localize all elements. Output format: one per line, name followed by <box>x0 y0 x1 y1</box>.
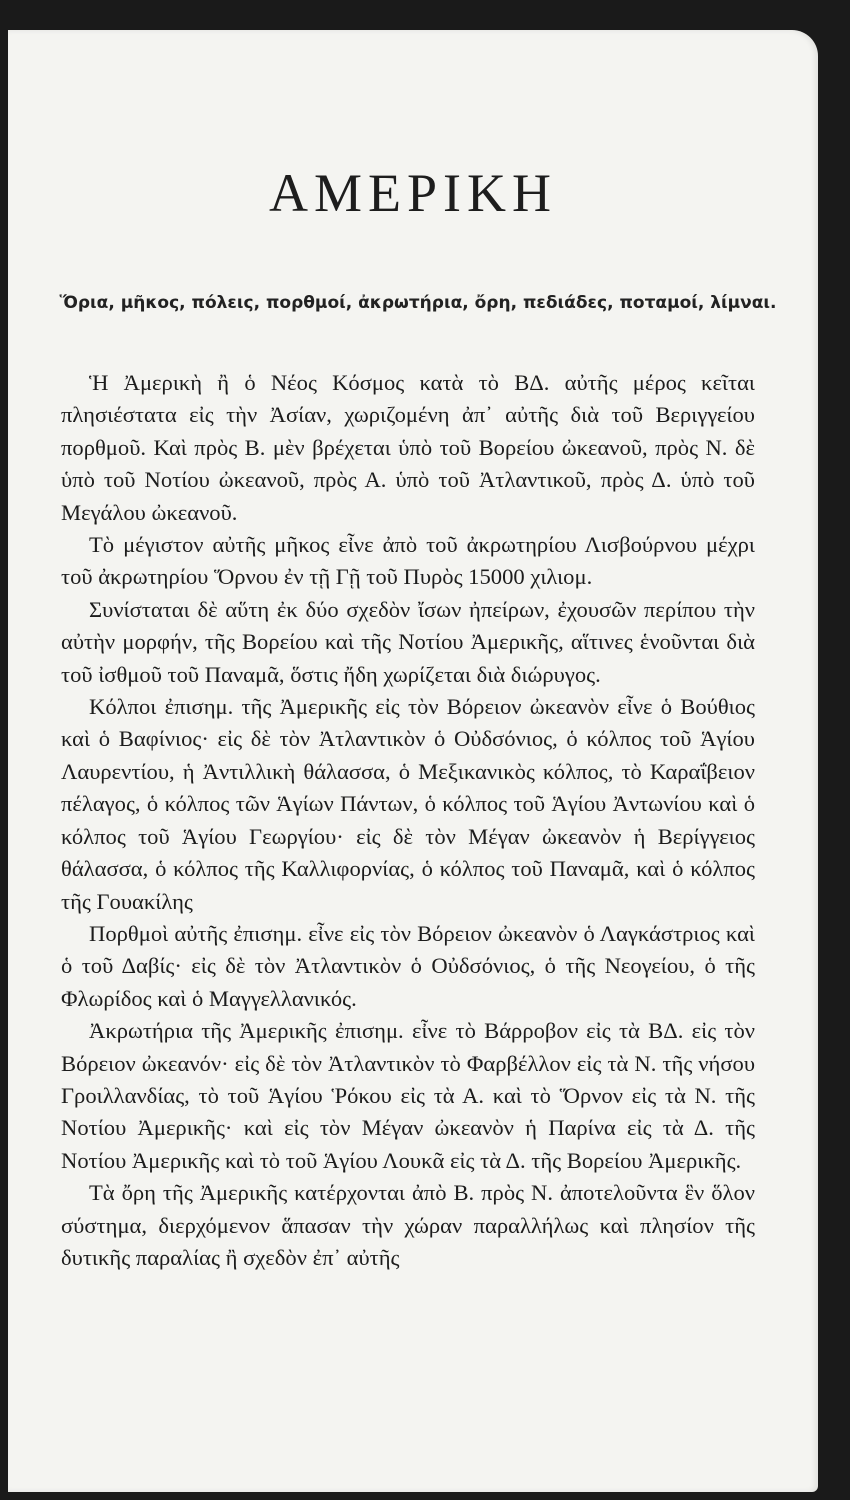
paragraph-mountains: Τὰ ὄρη τῆς Ἀμερικῆς κατέρχονται ἀπὸ Β. πρὸς Ν. ἀποτελοῦντα ἓν ὅλον σύστημα, διερχόμενον ἅπασαν τὴν χώραν παραλλήλως καὶ πλησίον τῆς δυτικῆς παραλίας ἢ σχεδὸν ἐπ᾽ αὐτῆς <box>61 1180 755 1270</box>
paragraph-borders: Ἡ Ἀμερικὴ ἢ ὁ Νέος Κόσμος κατὰ τὸ ΒΔ. αὐτῆς μέρος κεῖται πλησιέστατα εἰς τὴν Ἀσίαν, χωριζομένη ἀπ᾽ αὐτῆς διὰ τοῦ Βεριγγείου πορθμοῦ. Καὶ πρὸς Β. μὲν βρέχεται ὑπὸ τοῦ Βορείου ὠκεανοῦ, πρὸς Ν. δὲ ὑπὸ τοῦ Νοτίου ὠκεανοῦ, πρὸς Α. ὑπὸ τοῦ Ἀτλαντικοῦ, πρὸς Δ. ὑπὸ τοῦ Μεγάλου ὠκεανοῦ. <box>61 370 755 525</box>
paragraph-gulfs: Κόλποι ἐπισημ. τῆς Ἀμερικῆς εἰς τὸν Βόρειον ὠκεανὸν εἶνε ὁ Βούθιος καὶ ὁ Βαφίνιος· εἰς δὲ τὸν Ἀτλαντικὸν ὁ Οὐδσόνιος, ὁ κόλπος τοῦ Ἁγίου Λαυρεντίου, ἡ Ἀντιλλικὴ θάλασσα, ὁ Μεξικανικὸς κόλπος, τὸ Καραΐβειον πέλαγος, ὁ κόλπος τῶν Ἁγίων Πάντων, ὁ κόλπος τοῦ Ἁγίου Ἀντωνίου καὶ ὁ κόλπος τοῦ Ἁγίου Γεωργίου· εἰς δὲ τὸν Μέγαν ὠκεανὸν ἡ Βερίγγειος θάλασσα, ὁ κόλπος τῆς Καλλιφορνίας, ὁ κόλπος τοῦ Παναμᾶ, καὶ ὁ κόλπος τῆς Γουακίλης <box>61 694 755 914</box>
body-text <box>61 367 755 1274</box>
paragraph-straits: Πορθμοὶ αὐτῆς ἐπισημ. εἶνε εἰς τὸν Βόρειον ὠκεανὸν ὁ Λαγκάστριος καὶ ὁ τοῦ Δαβίς· εἰς δὲ τὸν Ἀτλαντικὸν ὁ Οὐδσόνιος, ὁ τῆς Νεογείου, ὁ τῆς Φλωρίδος καὶ ὁ Μαγγελλανικός. <box>61 920 755 1011</box>
paragraph-continents: Συνίσταται δὲ αὕτη ἐκ δύο σχεδὸν ἴσων ἠπείρων, ἐχουσῶν περίπου τὴν αὐτὴν μορφήν, τῆς Βορείου καὶ τῆς Νοτίου Ἀμερικῆς, αἵτινες ἑνοῦνται διὰ τοῦ ἰσθμοῦ τοῦ Παναμᾶ, ὅστις ἤδη χωρίζεται διὰ διώρυγος. <box>61 596 755 687</box>
paragraph-length: Τὸ μέγιστον αὐτῆς μῆκος εἶνε ἀπὸ τοῦ ἀκρωτηρίου Λισβούρνου μέχρι τοῦ ἀκρωτηρίου Ὅρνου ἐν τῇ Γῇ τοῦ Πυρὸς 15000 χιλιομ. <box>61 532 755 590</box>
page-title: ΑΜΕΡΙΚΗ <box>268 163 557 223</box>
book-page <box>8 30 818 1492</box>
section-subtitle: Ὅρια, μῆκος, πόλεις, πορθμοί, ἀκρωτήρια, ὄρη, πεδιάδες, ποταμοί, λίμναι. <box>59 293 777 313</box>
paragraph-capes: Ἀκρωτήρια τῆς Ἀμερικῆς ἐπισημ. εἶνε τὸ Βάρροβον εἰς τὰ ΒΔ. εἰς τὸν Βόρειον ὠκεανόν· εἰς δὲ τὸν Ἀτλαντικὸν τὸ Φαρβέλλον εἰς τὰ Ν. τῆς νήσου Γροιλλανδίας, τὸ τοῦ Ἁγίου Ῥόκου εἰς τὰ Α. καὶ τὸ Ὅρνον εἰς τὰ Ν. τῆς Νοτίου Ἀμερικῆς· καὶ εἰς τὸν Μέγαν ὠκεανὸν ἡ Παρίνα εἰς τὰ Δ. τῆς Νοτίου Ἀμερικῆς καὶ τὸ τοῦ Ἁγίου Λουκᾶ εἰς τὰ Δ. τῆς Βορείου Ἀμερικῆς. <box>61 1018 755 1173</box>
